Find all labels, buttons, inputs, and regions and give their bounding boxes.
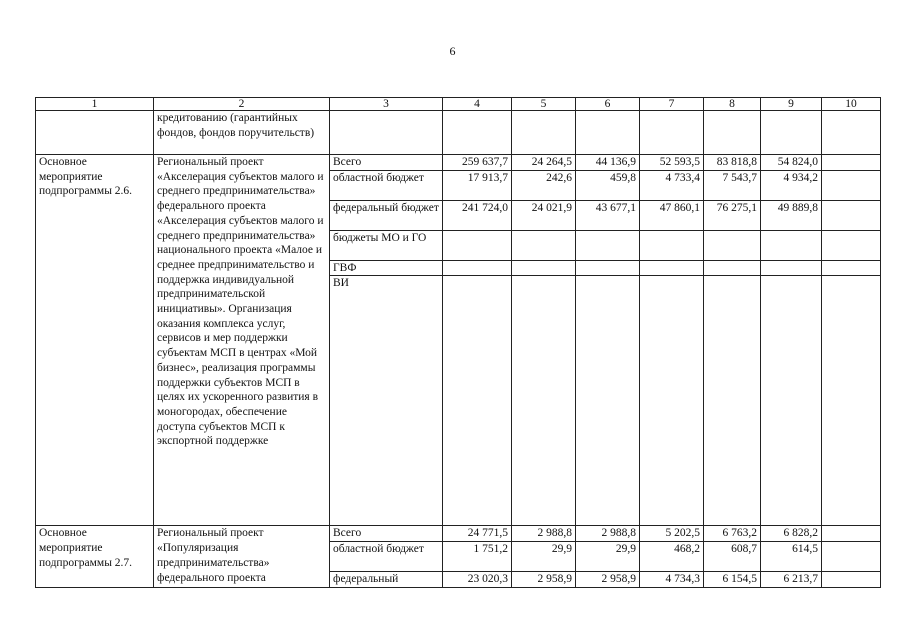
header-row xyxy=(36,98,881,111)
header-cell: 10 xyxy=(822,98,881,111)
value-cell: 468,2 xyxy=(640,542,704,572)
value-cell: 24 264,5 xyxy=(512,155,576,171)
value-cell xyxy=(822,260,881,276)
source-cell: ВИ xyxy=(330,276,443,526)
value-cell: 608,7 xyxy=(704,542,761,572)
value-cell: 76 275,1 xyxy=(704,200,761,230)
value-cell xyxy=(761,260,822,276)
value-cell: 259 637,7 xyxy=(443,155,512,171)
source-cell: областной бюджет xyxy=(330,542,443,572)
value-cell: 614,5 xyxy=(761,542,822,572)
value-cell xyxy=(512,230,576,260)
value-cell xyxy=(576,276,640,526)
measure-cell xyxy=(36,111,154,155)
header-cell: 4 xyxy=(443,98,512,111)
value-cell: 23 020,3 xyxy=(443,572,512,588)
value-cell xyxy=(822,230,881,260)
header-cell: 1 xyxy=(36,98,154,111)
value-cell xyxy=(640,260,704,276)
value-cell: 6 154,5 xyxy=(704,572,761,588)
value-cell xyxy=(640,230,704,260)
header-cell: 5 xyxy=(512,98,576,111)
value-cell: 2 988,8 xyxy=(576,526,640,542)
description-cell: кредитованию (гарантийных фондов, фондов поручительств) xyxy=(154,111,330,155)
value-cell xyxy=(443,276,512,526)
measure-cell: Основное мероприятие подпрограммы 2.6. xyxy=(36,155,154,526)
value-cell: 4 934,2 xyxy=(761,170,822,200)
value-cell: 47 860,1 xyxy=(640,200,704,230)
header-cell: 7 xyxy=(640,98,704,111)
value-cell: 83 818,8 xyxy=(704,155,761,171)
budget-table xyxy=(35,97,881,588)
value-cell: 43 677,1 xyxy=(576,200,640,230)
value-cell xyxy=(443,260,512,276)
header-cell: 8 xyxy=(704,98,761,111)
value-cell: 6 213,7 xyxy=(761,572,822,588)
value-cell xyxy=(576,260,640,276)
value-cell: 4 733,4 xyxy=(640,170,704,200)
header-cell: 3 xyxy=(330,98,443,111)
source-cell: бюджеты МО и ГО xyxy=(330,230,443,260)
value-cell xyxy=(443,230,512,260)
value-cell: 2 958,9 xyxy=(512,572,576,588)
header-cell: 2 xyxy=(154,98,330,111)
value-cell: 2 988,8 xyxy=(512,526,576,542)
value-cell xyxy=(822,276,881,526)
value-cell xyxy=(704,276,761,526)
header-cell: 9 xyxy=(761,98,822,111)
value-cell xyxy=(822,170,881,200)
value-cell: 49 889,8 xyxy=(761,200,822,230)
value-cell xyxy=(704,260,761,276)
source-cell: Всего xyxy=(330,526,443,542)
value-cell xyxy=(822,200,881,230)
value-cell xyxy=(576,230,640,260)
value-cell: 24 771,5 xyxy=(443,526,512,542)
value-cell: 52 593,5 xyxy=(640,155,704,171)
value-cell xyxy=(822,572,881,588)
source-cell: федеральный xyxy=(330,572,443,588)
value-cell xyxy=(512,276,576,526)
value-cell xyxy=(822,542,881,572)
page-number: 6 xyxy=(449,44,456,58)
value-cell: 5 202,5 xyxy=(640,526,704,542)
value-cell: 29,9 xyxy=(576,542,640,572)
value-cell xyxy=(822,155,881,171)
value-cell: 1 751,2 xyxy=(443,542,512,572)
value-cell: 459,8 xyxy=(576,170,640,200)
value-cell xyxy=(704,230,761,260)
value-cell: 44 136,9 xyxy=(576,155,640,171)
value-cell: 2 958,9 xyxy=(576,572,640,588)
value-cell xyxy=(640,276,704,526)
continuation-row xyxy=(36,111,881,155)
value-cell: 17 913,7 xyxy=(443,170,512,200)
value-cell: 4 734,3 xyxy=(640,572,704,588)
table-row xyxy=(36,526,881,542)
value-cell: 6 828,2 xyxy=(761,526,822,542)
source-cell: Всего xyxy=(330,155,443,171)
value-cell: 54 824,0 xyxy=(761,155,822,171)
value-cell xyxy=(761,276,822,526)
source-cell: ГВФ xyxy=(330,260,443,276)
description-cell: Региональный проект «Популяризация предпринимательства» федерального проекта xyxy=(154,526,330,587)
value-cell: 29,9 xyxy=(512,542,576,572)
value-cell xyxy=(512,260,576,276)
source-cell: областной бюджет xyxy=(330,170,443,200)
value-cell: 24 021,9 xyxy=(512,200,576,230)
header-cell: 6 xyxy=(576,98,640,111)
source-cell: федеральный бюджет xyxy=(330,200,443,230)
value-cell xyxy=(761,230,822,260)
table-row xyxy=(36,155,881,171)
measure-cell: Основное мероприятие подпрограммы 2.7. xyxy=(36,526,154,587)
value-cell: 242,6 xyxy=(512,170,576,200)
description-cell: Региональный проект «Акселерация субъектов малого и среднего предпринимательства» федерального проекта «Акселерация субъектов малого и среднего предпринимательства» национального проекта «Малое и среднее предпринимательство и поддержка индивидуальной предпринимательской инициативы». Организация оказания комплекса услуг, сервисов и мер поддержки субъектам МСП в центрах «Мой бизнес», реализация программы поддержки субъектов МСП в целях их ускоренного развития в моногородах, обеспечение доступа субъектов МСП к экспортной поддержке xyxy=(154,155,330,526)
value-cell: 241 724,0 xyxy=(443,200,512,230)
value-cell xyxy=(822,526,881,542)
value-cell: 6 763,2 xyxy=(704,526,761,542)
value-cell: 7 543,7 xyxy=(704,170,761,200)
